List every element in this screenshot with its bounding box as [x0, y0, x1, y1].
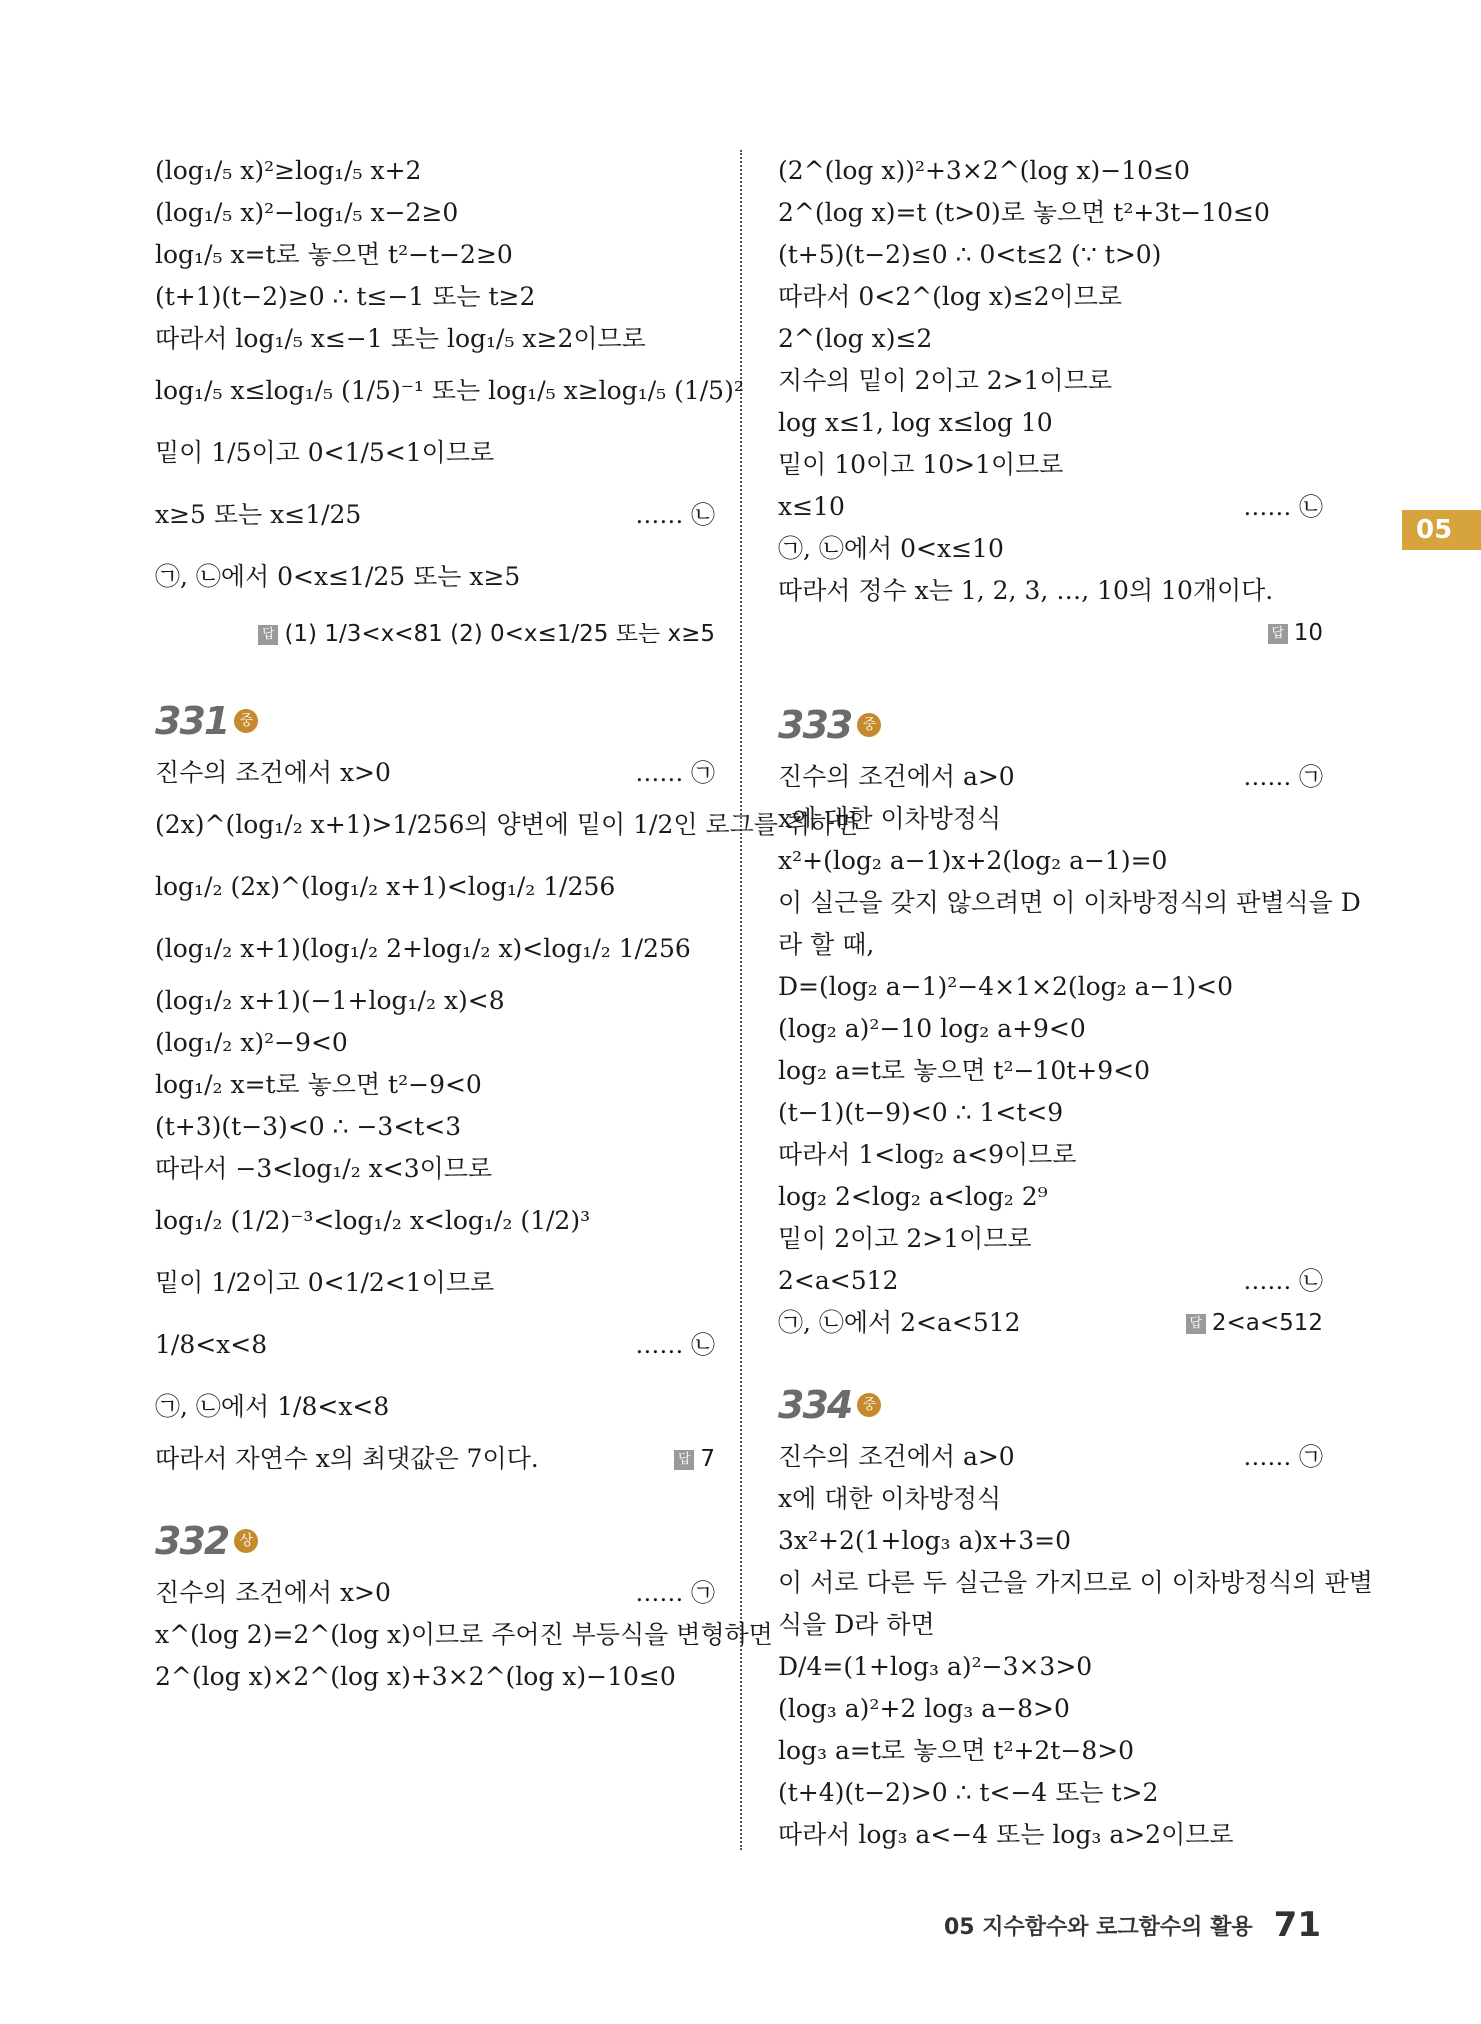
math-line — [155, 1190, 715, 1252]
math-line-text: 밑이 1/5이고 0<1/5<1이므로 — [155, 438, 495, 467]
math-line-text: 따라서 정수 x는 1, 2, 3, …, 10의 10개이다. — [778, 576, 1274, 605]
math-line-text: 이 실근을 갖지 않으려면 이 이차방정식의 판별식을 D — [778, 888, 1361, 917]
math-line — [155, 1022, 715, 1064]
math-line — [778, 1218, 1323, 1260]
math-line — [778, 1176, 1323, 1218]
math-line-text: log₁/₂ (2x)^(log₁/₂ x+1)<log₁/₂ 1/256 — [155, 872, 616, 901]
math-line — [155, 794, 859, 856]
math-line-text: (log₁/₂ x+1)(−1+log₁/₂ x)<8 — [155, 986, 505, 1015]
math-line — [778, 1688, 1323, 1730]
math-line-text: (log₃ a)²+2 log₃ a−8>0 — [778, 1694, 1070, 1723]
answer-badge-icon: 답 — [674, 1450, 694, 1470]
math-line — [155, 484, 715, 546]
math-line-text: (t−1)(t−9)<0 ∴ 1<t<9 — [778, 1098, 1064, 1127]
math-line — [155, 192, 715, 234]
math-line — [155, 1106, 715, 1148]
math-line-text: 밑이 2이고 2>1이므로 — [778, 1224, 1032, 1253]
math-line — [155, 856, 715, 918]
math-line-text: x²+(log₂ a−1)x+2(log₂ a−1)=0 — [778, 846, 1168, 875]
math-line — [778, 1260, 1323, 1302]
math-line-text: x에 대한 이차방정식 — [778, 804, 1002, 833]
difficulty-badge: 상 — [234, 1529, 258, 1553]
math-line — [778, 570, 1323, 612]
math-line-text: 1/8<x<8 — [155, 1330, 268, 1359]
answer-330: 답 (1) 1/3<x<81 (2) 0<x≤1/25 또는 x≥5 — [155, 608, 715, 660]
answer-value: 2<a<512 — [1211, 1310, 1323, 1336]
difficulty-badge: 중 — [857, 713, 881, 737]
math-line-text: ㉠, ㉡에서 0<x≤10 — [778, 534, 1004, 563]
math-line-text: 따라서 자연수 x의 최댓값은 7이다. — [155, 1444, 539, 1473]
math-line — [155, 150, 715, 192]
math-line — [155, 276, 715, 318]
math-line — [155, 1064, 715, 1106]
column-divider — [740, 150, 742, 1850]
chapter-side-tab: 05 — [1402, 510, 1481, 550]
math-line-text: 밑이 10이고 10>1이므로 — [778, 450, 1064, 479]
math-line — [155, 360, 744, 422]
equation-reference-mark: …… ㉡ — [635, 501, 715, 529]
math-line — [778, 486, 1323, 528]
problem-333-header — [778, 694, 1323, 756]
math-line-text: 진수의 조건에서 x>0 — [155, 1578, 391, 1607]
math-line — [155, 1656, 715, 1698]
math-line — [778, 1008, 1323, 1050]
math-line-text: 2^(log x)≤2 — [778, 324, 933, 353]
math-line — [155, 918, 715, 980]
problem-number: 331 — [155, 699, 229, 743]
math-line-text: log x≤1, log x≤log 10 — [778, 408, 1053, 437]
math-line-text: (t+3)(t−3)<0 ∴ −3<t<3 — [155, 1112, 462, 1141]
math-line — [778, 528, 1323, 570]
math-line — [778, 1772, 1323, 1814]
math-line-text: (log₁/₂ x+1)(log₁/₂ 2+log₁/₂ x)<log₁/₂ 1/256 — [155, 934, 691, 963]
chapter-title: 05 지수함수와 로그함수의 활용 — [943, 1914, 1253, 1940]
math-line-text: 2^(log x)=t (t>0)로 놓으면 t²+3t−10≤0 — [778, 198, 1270, 227]
math-line — [778, 1814, 1323, 1856]
math-line — [778, 756, 1323, 798]
math-line-text: log₃ a=t로 놓으면 t²+2t−8>0 — [778, 1736, 1135, 1765]
equation-reference-mark: …… ㉠ — [1243, 1443, 1323, 1471]
math-line-text: 3x²+2(1+log₃ a)x+3=0 — [778, 1526, 1071, 1555]
math-line — [778, 234, 1323, 276]
math-line — [778, 276, 1323, 318]
math-line-text: 라 할 때, — [778, 930, 875, 959]
math-line — [778, 882, 1361, 924]
math-line — [778, 150, 1323, 192]
math-line-text: log₂ a=t로 놓으면 t²−10t+9<0 — [778, 1056, 1150, 1085]
problem-number: 333 — [778, 703, 852, 747]
math-line-text: (2^(log x))²+3×2^(log x)−10≤0 — [778, 156, 1190, 185]
math-line-text: 진수의 조건에서 x>0 — [155, 758, 391, 787]
math-line-text: x≤10 — [778, 492, 845, 521]
math-line-text: 식을 D라 하면 — [778, 1610, 935, 1639]
math-line — [155, 546, 715, 608]
answer-332: 답 10 — [778, 612, 1323, 654]
math-line-text: (log₁/₅ x)²≥log₁/₅ x+2 — [155, 156, 422, 185]
math-line — [778, 1134, 1323, 1176]
math-line-text: (t+4)(t−2)>0 ∴ t<−4 또는 t>2 — [778, 1778, 1159, 1807]
math-line-text: 이 서로 다른 두 실근을 가지므로 이 이차방정식의 판별 — [778, 1568, 1373, 1597]
math-line — [778, 1520, 1323, 1562]
equation-reference-mark: …… ㉡ — [635, 1331, 715, 1359]
math-line-text: 진수의 조건에서 a>0 — [778, 1442, 1015, 1471]
equation-reference-mark: …… ㉡ — [1243, 493, 1323, 521]
answer-badge-icon: 답 — [258, 625, 278, 645]
right-column — [778, 150, 1373, 1856]
math-line-text: (log₁/₂ x)²−9<0 — [155, 1028, 348, 1057]
math-line-text: x에 대한 이차방정식 — [778, 1484, 1002, 1513]
math-line — [778, 402, 1323, 444]
math-line — [778, 840, 1323, 882]
math-line-text: D=(log₂ a−1)²−4×1×2(log₂ a−1)<0 — [778, 972, 1233, 1001]
answer-badge-icon: 답 — [1186, 1314, 1206, 1334]
equation-reference-mark: …… ㉠ — [635, 759, 715, 787]
math-line-text: log₁/₅ x=t로 놓으면 t²−t−2≥0 — [155, 240, 513, 269]
problem-number: 332 — [155, 1519, 229, 1563]
math-line — [155, 422, 715, 484]
solution-334 — [778, 1436, 1373, 1856]
math-line — [778, 1436, 1323, 1478]
math-line-text: 따라서 1<log₂ a<9이므로 — [778, 1140, 1077, 1169]
math-line-text: 따라서 0<2^(log x)≤2이므로 — [778, 282, 1123, 311]
math-line-text: ㉠, ㉡에서 0<x≤1/25 또는 x≥5 — [155, 562, 521, 591]
math-line — [778, 1562, 1373, 1604]
equation-reference-mark: …… ㉠ — [1243, 763, 1323, 791]
math-line — [778, 192, 1323, 234]
math-line — [778, 924, 1323, 966]
problem-number: 334 — [778, 1383, 852, 1427]
math-line — [155, 234, 715, 276]
math-line-text: (t+1)(t−2)≥0 ∴ t≤−1 또는 t≥2 — [155, 282, 536, 311]
problem-331-header — [155, 690, 715, 752]
math-line-text: 밑이 1/2이고 0<1/2<1이므로 — [155, 1268, 495, 1297]
math-line-text: log₂ 2<log₂ a<log₂ 2⁹ — [778, 1182, 1048, 1211]
math-line-text: 따라서 −3<log₁/₂ x<3이므로 — [155, 1154, 493, 1183]
math-line — [155, 318, 715, 360]
math-line — [778, 966, 1323, 1008]
math-line — [155, 1614, 773, 1656]
solution-332-continued — [778, 150, 1323, 612]
math-line-text: 진수의 조건에서 a>0 — [778, 762, 1015, 791]
math-line — [155, 1572, 715, 1614]
math-line-text: ㉠, ㉡에서 1/8<x<8 — [155, 1392, 390, 1421]
math-line — [778, 444, 1323, 486]
math-line — [778, 1302, 1323, 1344]
math-line-text: 따라서 log₁/₅ x≤−1 또는 log₁/₅ x≥2이므로 — [155, 324, 646, 353]
math-line-text: 따라서 log₃ a<−4 또는 log₃ a>2이므로 — [778, 1820, 1234, 1849]
math-line-text: x≥5 또는 x≤1/25 — [155, 500, 362, 529]
difficulty-badge: 중 — [857, 1393, 881, 1417]
math-line — [778, 360, 1323, 402]
math-line-text: 2<a<512 — [778, 1266, 899, 1295]
math-line — [155, 980, 715, 1022]
math-line-text: x^(log 2)=2^(log x)이므로 주어진 부등식을 변형하면 — [155, 1620, 773, 1649]
math-line — [778, 798, 1323, 840]
page-footer — [944, 1905, 1321, 1945]
math-line-text: D/4=(1+log₃ a)²−3×3>0 — [778, 1652, 1093, 1681]
math-line — [778, 1092, 1323, 1134]
problem-332-header — [155, 1510, 715, 1572]
math-line — [778, 1604, 1323, 1646]
equation-reference-mark: …… ㉠ — [635, 1579, 715, 1607]
math-line-text: ㉠, ㉡에서 2<a<512 — [778, 1308, 1021, 1337]
math-line-text: (2x)^(log₁/₂ x+1)>1/256의 양변에 밑이 1/2인 로그를 취하면 — [155, 810, 859, 839]
math-line — [155, 1376, 715, 1438]
math-line — [155, 1438, 715, 1480]
equation-reference-mark: …… ㉡ — [1243, 1267, 1323, 1295]
math-line-text: log₁/₂ x=t로 놓으면 t²−9<0 — [155, 1070, 482, 1099]
problem-334-header — [778, 1374, 1323, 1436]
math-line-text: 2^(log x)×2^(log x)+3×2^(log x)−10≤0 — [155, 1662, 676, 1691]
solution-333 — [778, 756, 1361, 1344]
solution-330-continued — [155, 150, 744, 608]
math-line — [778, 1730, 1323, 1772]
math-line — [155, 752, 715, 794]
answer-badge-icon: 답 — [1268, 624, 1288, 644]
answer — [674, 1438, 715, 1480]
solution-332 — [155, 1572, 773, 1698]
math-line-text: log₁/₅ x≤log₁/₅ (1/5)⁻¹ 또는 log₁/₅ x≥log₁/₅ (1/5)² — [155, 376, 744, 405]
math-line — [778, 1478, 1323, 1520]
math-line — [778, 318, 1323, 360]
math-line-text: (t+5)(t−2)≤0 ∴ 0<t≤2 (∵ t>0) — [778, 240, 1162, 269]
math-line-text: 지수의 밑이 2이고 2>1이므로 — [778, 366, 1113, 395]
math-line-text: (log₂ a)²−10 log₂ a+9<0 — [778, 1014, 1086, 1043]
math-line — [155, 1148, 715, 1190]
math-line-text: (log₁/₅ x)²−log₁/₅ x−2≥0 — [155, 198, 459, 227]
page-number: 71 — [1273, 1905, 1321, 1945]
math-line — [155, 1314, 715, 1376]
answer-value: 7 — [700, 1446, 715, 1472]
difficulty-badge: 중 — [234, 709, 258, 733]
math-line — [778, 1050, 1323, 1092]
math-line — [155, 1252, 715, 1314]
math-line — [778, 1646, 1323, 1688]
answer — [1186, 1302, 1323, 1344]
math-line-text: log₁/₂ (1/2)⁻³<log₁/₂ x<log₁/₂ (1/2)³ — [155, 1206, 591, 1235]
